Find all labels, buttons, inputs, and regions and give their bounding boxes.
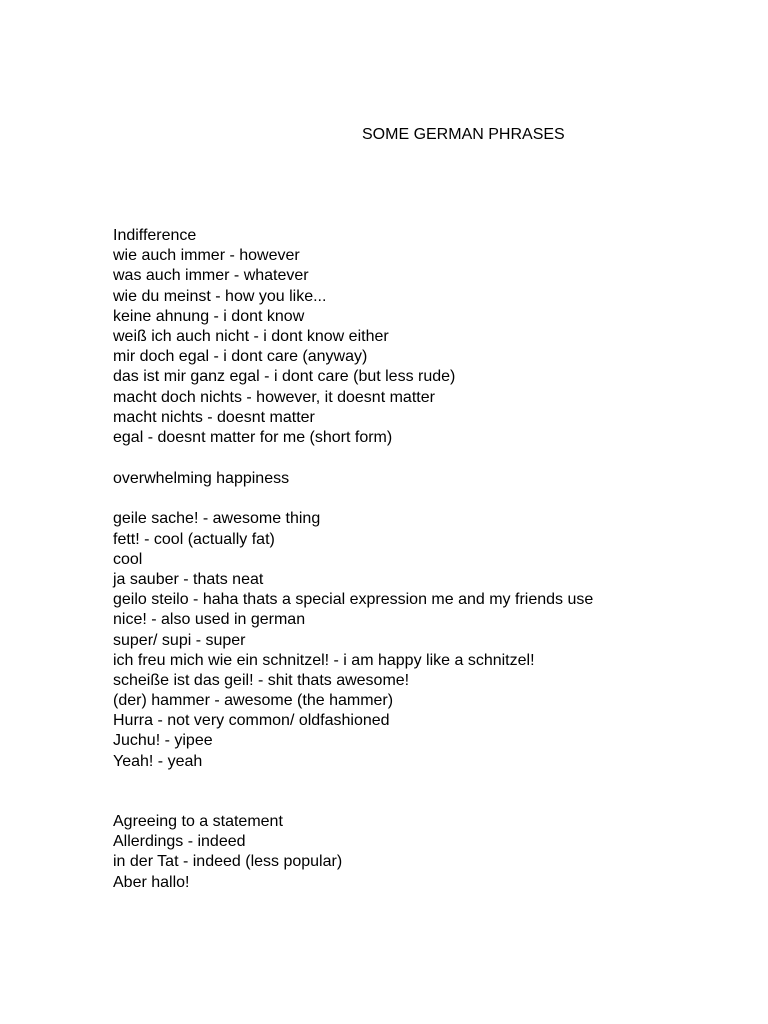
phrase-line: macht doch nichts - however, it doesnt matter <box>113 388 435 406</box>
phrase-line: geile sache! - awesome thing <box>113 510 321 528</box>
phrase-line: ich freu mich wie ein schnitzel! - i am happy like a schnitzel! <box>113 651 535 669</box>
blank-line <box>113 489 593 509</box>
phrase-line: Hurra - not very common/ oldfashioned <box>113 712 390 730</box>
phrase-line: scheiße ist das geil! - shit thats awesome! <box>113 671 410 689</box>
phrase-line: keine ahnung - i dont know <box>113 307 305 325</box>
section-overwhelming-happiness <box>113 469 593 772</box>
phrase-line: Aber hallo! <box>113 873 190 891</box>
phrase-line: macht nichts - doesnt matter <box>113 408 315 426</box>
phrase-line: geilo steilo - haha thats a special expression me and my friends use <box>113 591 594 609</box>
document-title: SOME GERMAN PHRASES <box>362 126 565 143</box>
section-heading: overwhelming happiness <box>113 470 290 487</box>
phrase-line: Allerdings - indeed <box>113 833 246 851</box>
phrase-line: das ist mir ganz egal - i dont care (but less rude) <box>113 368 456 386</box>
phrase-line: mir doch egal - i dont care (anyway) <box>113 348 368 366</box>
phrase-line: Yeah! - yeah <box>113 752 203 770</box>
phrase-line: Juchu! - yipee <box>113 732 213 750</box>
section-agreeing <box>113 812 342 893</box>
phrase-line: weiß ich auch nicht - i dont know either <box>113 327 389 345</box>
phrase-line: egal - doesnt matter for me (short form) <box>113 428 393 446</box>
phrase-line: (der) hammer - awesome (the hammer) <box>113 692 394 710</box>
section-indifference <box>113 226 455 448</box>
section-heading: Indifference <box>113 227 197 244</box>
phrase-line: wie auch immer - however <box>113 247 300 265</box>
section-heading: Agreeing to a statement <box>113 813 283 830</box>
phrase-line: super/ supi - super <box>113 631 246 649</box>
phrase-line: nice! - also used in german <box>113 611 306 629</box>
phrase-line: was auch immer - whatever <box>113 267 309 285</box>
phrase-line: wie du meinst - how you like... <box>113 287 327 305</box>
phrase-line: ja sauber - thats neat <box>113 570 264 588</box>
phrase-line: fett! - cool (actually fat) <box>113 530 275 548</box>
phrase-line: cool <box>113 550 143 568</box>
phrase-line: in der Tat - indeed (less popular) <box>113 853 343 871</box>
